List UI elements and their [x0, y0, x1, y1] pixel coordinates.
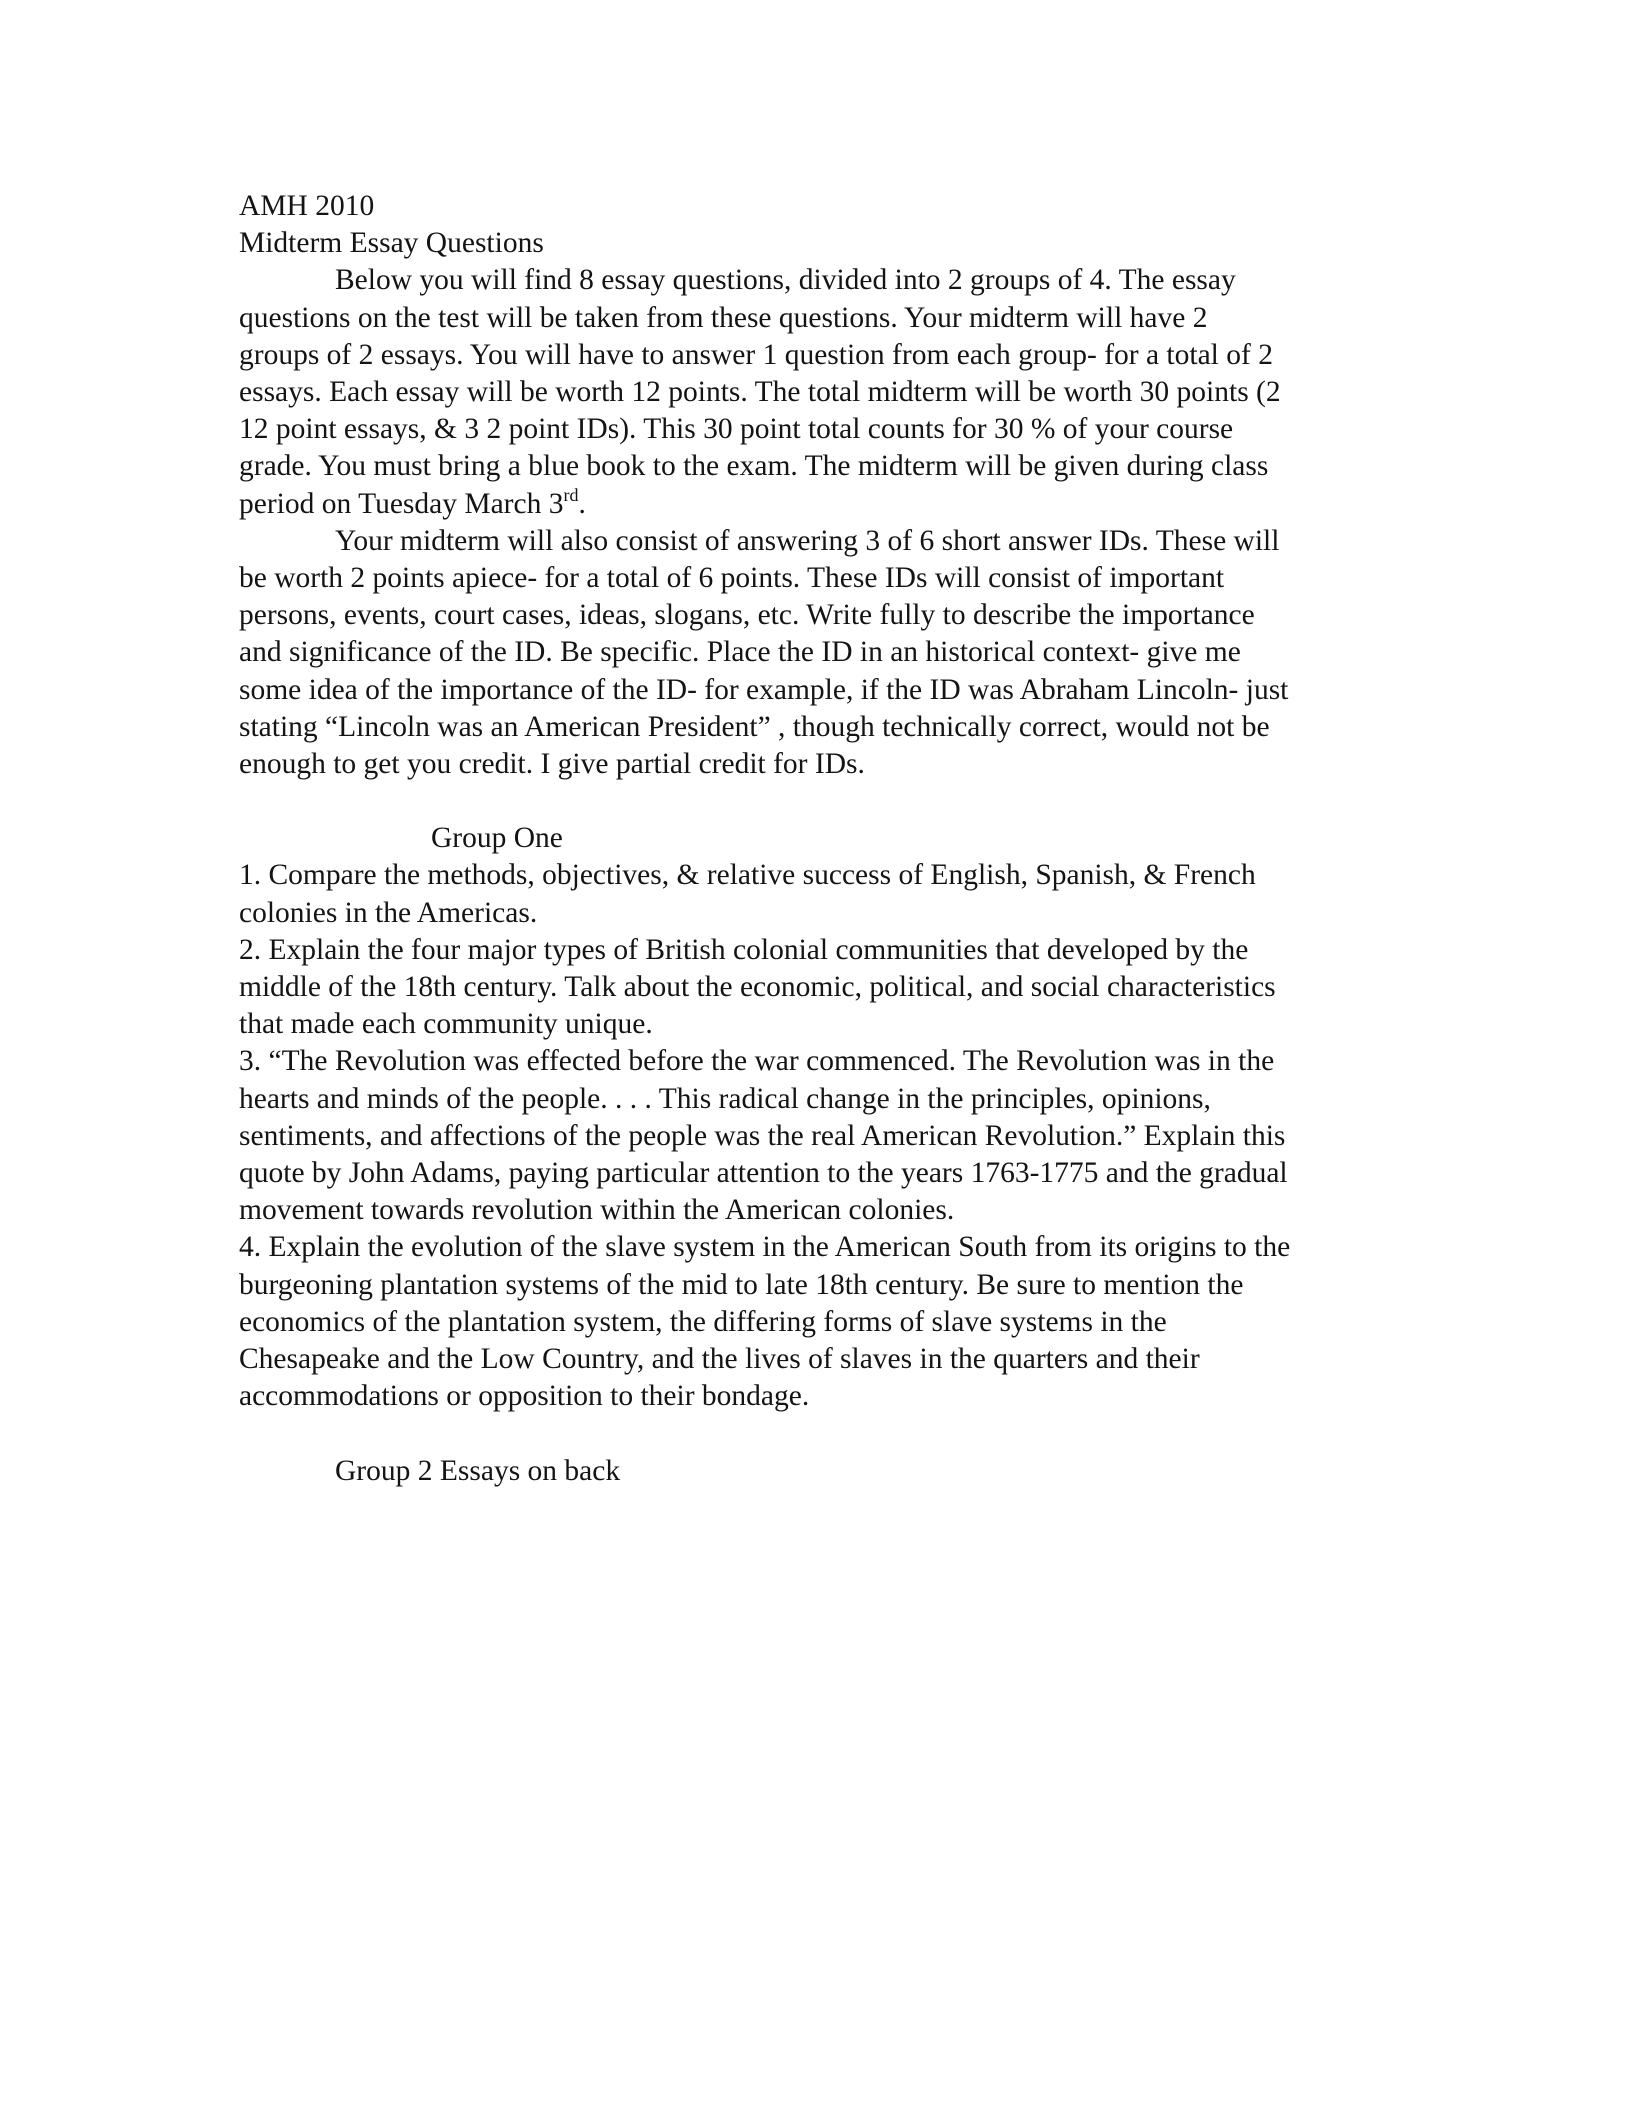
- question-line: 2. Explain the four major types of British colonial communities that developed by the: [239, 933, 1249, 966]
- intro-line: and significance of the ID. Be specific. Place the ID in an historical context- give me: [239, 636, 1241, 669]
- essay-question-3: [239, 1043, 1419, 1229]
- question-line: 3. “The Revolution was effected before the war commenced. The Revolution was in the: [239, 1045, 1275, 1078]
- question-line: colonies in the Americas.: [239, 896, 538, 929]
- question-line: burgeoning plantation systems of the mid to late 18th century. Be sure to mention the: [239, 1268, 1244, 1301]
- question-line: accommodations or opposition to their bondage.: [239, 1380, 810, 1413]
- group-one-heading: Group One: [431, 822, 563, 855]
- group-two-note: Group 2 Essays on back: [335, 1454, 621, 1487]
- intro-line: 12 point essays, & 3 2 point IDs). This 30 point total counts for 30 % of your course: [239, 413, 1234, 446]
- document-body: [239, 188, 1419, 1490]
- question-line: 4. Explain the evolution of the slave system in the American South from its origins to the: [239, 1231, 1291, 1264]
- question-line: hearts and minds of the people. . . . This radical change in the principles, opinions,: [239, 1082, 1211, 1115]
- question-line: 1. Compare the methods, objectives, & relative success of English, Spanish, & French: [239, 859, 1256, 892]
- question-line: sentiments, and affections of the people was the real American Revolution.” Explain this: [239, 1119, 1286, 1152]
- intro-line: Below you will find 8 essay questions, divided into 2 groups of 4. The essay: [335, 264, 1236, 297]
- intro-line: essays. Each essay will be worth 12 points. The total midterm will be worth 30 points (2: [239, 376, 1281, 409]
- exam-date-line: [239, 486, 1419, 523]
- intro-line: Your midterm will also consist of answering 3 of 6 short answer IDs. These will: [335, 524, 1280, 557]
- question-line: middle of the 18th century. Talk about the economic, political, and social characteristics: [239, 971, 1276, 1004]
- intro-line: enough to get you credit. I give partial credit for IDs.: [239, 748, 865, 781]
- intro-line: questions on the test will be taken from these questions. Your midterm will have 2: [239, 301, 1208, 334]
- exam-date-period: .: [578, 487, 586, 520]
- intro-paragraph-1: [239, 262, 1419, 522]
- intro-line: some idea of the importance of the ID- for example, if the ID was Abraham Lincoln- just: [239, 673, 1289, 706]
- essay-question-4: [239, 1229, 1419, 1415]
- intro-line: be worth 2 points apiece- for a total of 6 points. These IDs will consist of important: [239, 562, 1225, 595]
- question-line: movement towards revolution within the American colonies.: [239, 1194, 955, 1227]
- question-line: economics of the plantation system, the differing forms of slave systems in the: [239, 1305, 1167, 1338]
- intro-line: grade. You must bring a blue book to the exam. The midterm will be given during class: [239, 450, 1269, 483]
- question-line: Chesapeake and the Low Country, and the lives of slaves in the quarters and their: [239, 1343, 1200, 1376]
- question-line: quote by John Adams, paying particular attention to the years 1763-1775 and the gradual: [239, 1157, 1288, 1190]
- intro-line: stating “Lincoln was an American President” , though technically correct, would not be: [239, 710, 1270, 743]
- intro-paragraph-2: [239, 523, 1419, 783]
- intro-line: persons, events, court cases, ideas, slogans, etc. Write fully to describe the importance: [239, 599, 1255, 632]
- essay-question-2: [239, 932, 1419, 1044]
- exam-date-text: period on Tuesday March 3: [239, 487, 564, 520]
- document-title: Midterm Essay Questions: [239, 227, 544, 260]
- intro-line: groups of 2 essays. You will have to answer 1 question from each group- for a total of 2: [239, 338, 1273, 371]
- question-line: that made each community unique.: [239, 1008, 653, 1041]
- date-ordinal-suffix: rd: [563, 484, 579, 505]
- essay-question-1: [239, 857, 1419, 931]
- course-code: AMH 2010: [239, 190, 375, 222]
